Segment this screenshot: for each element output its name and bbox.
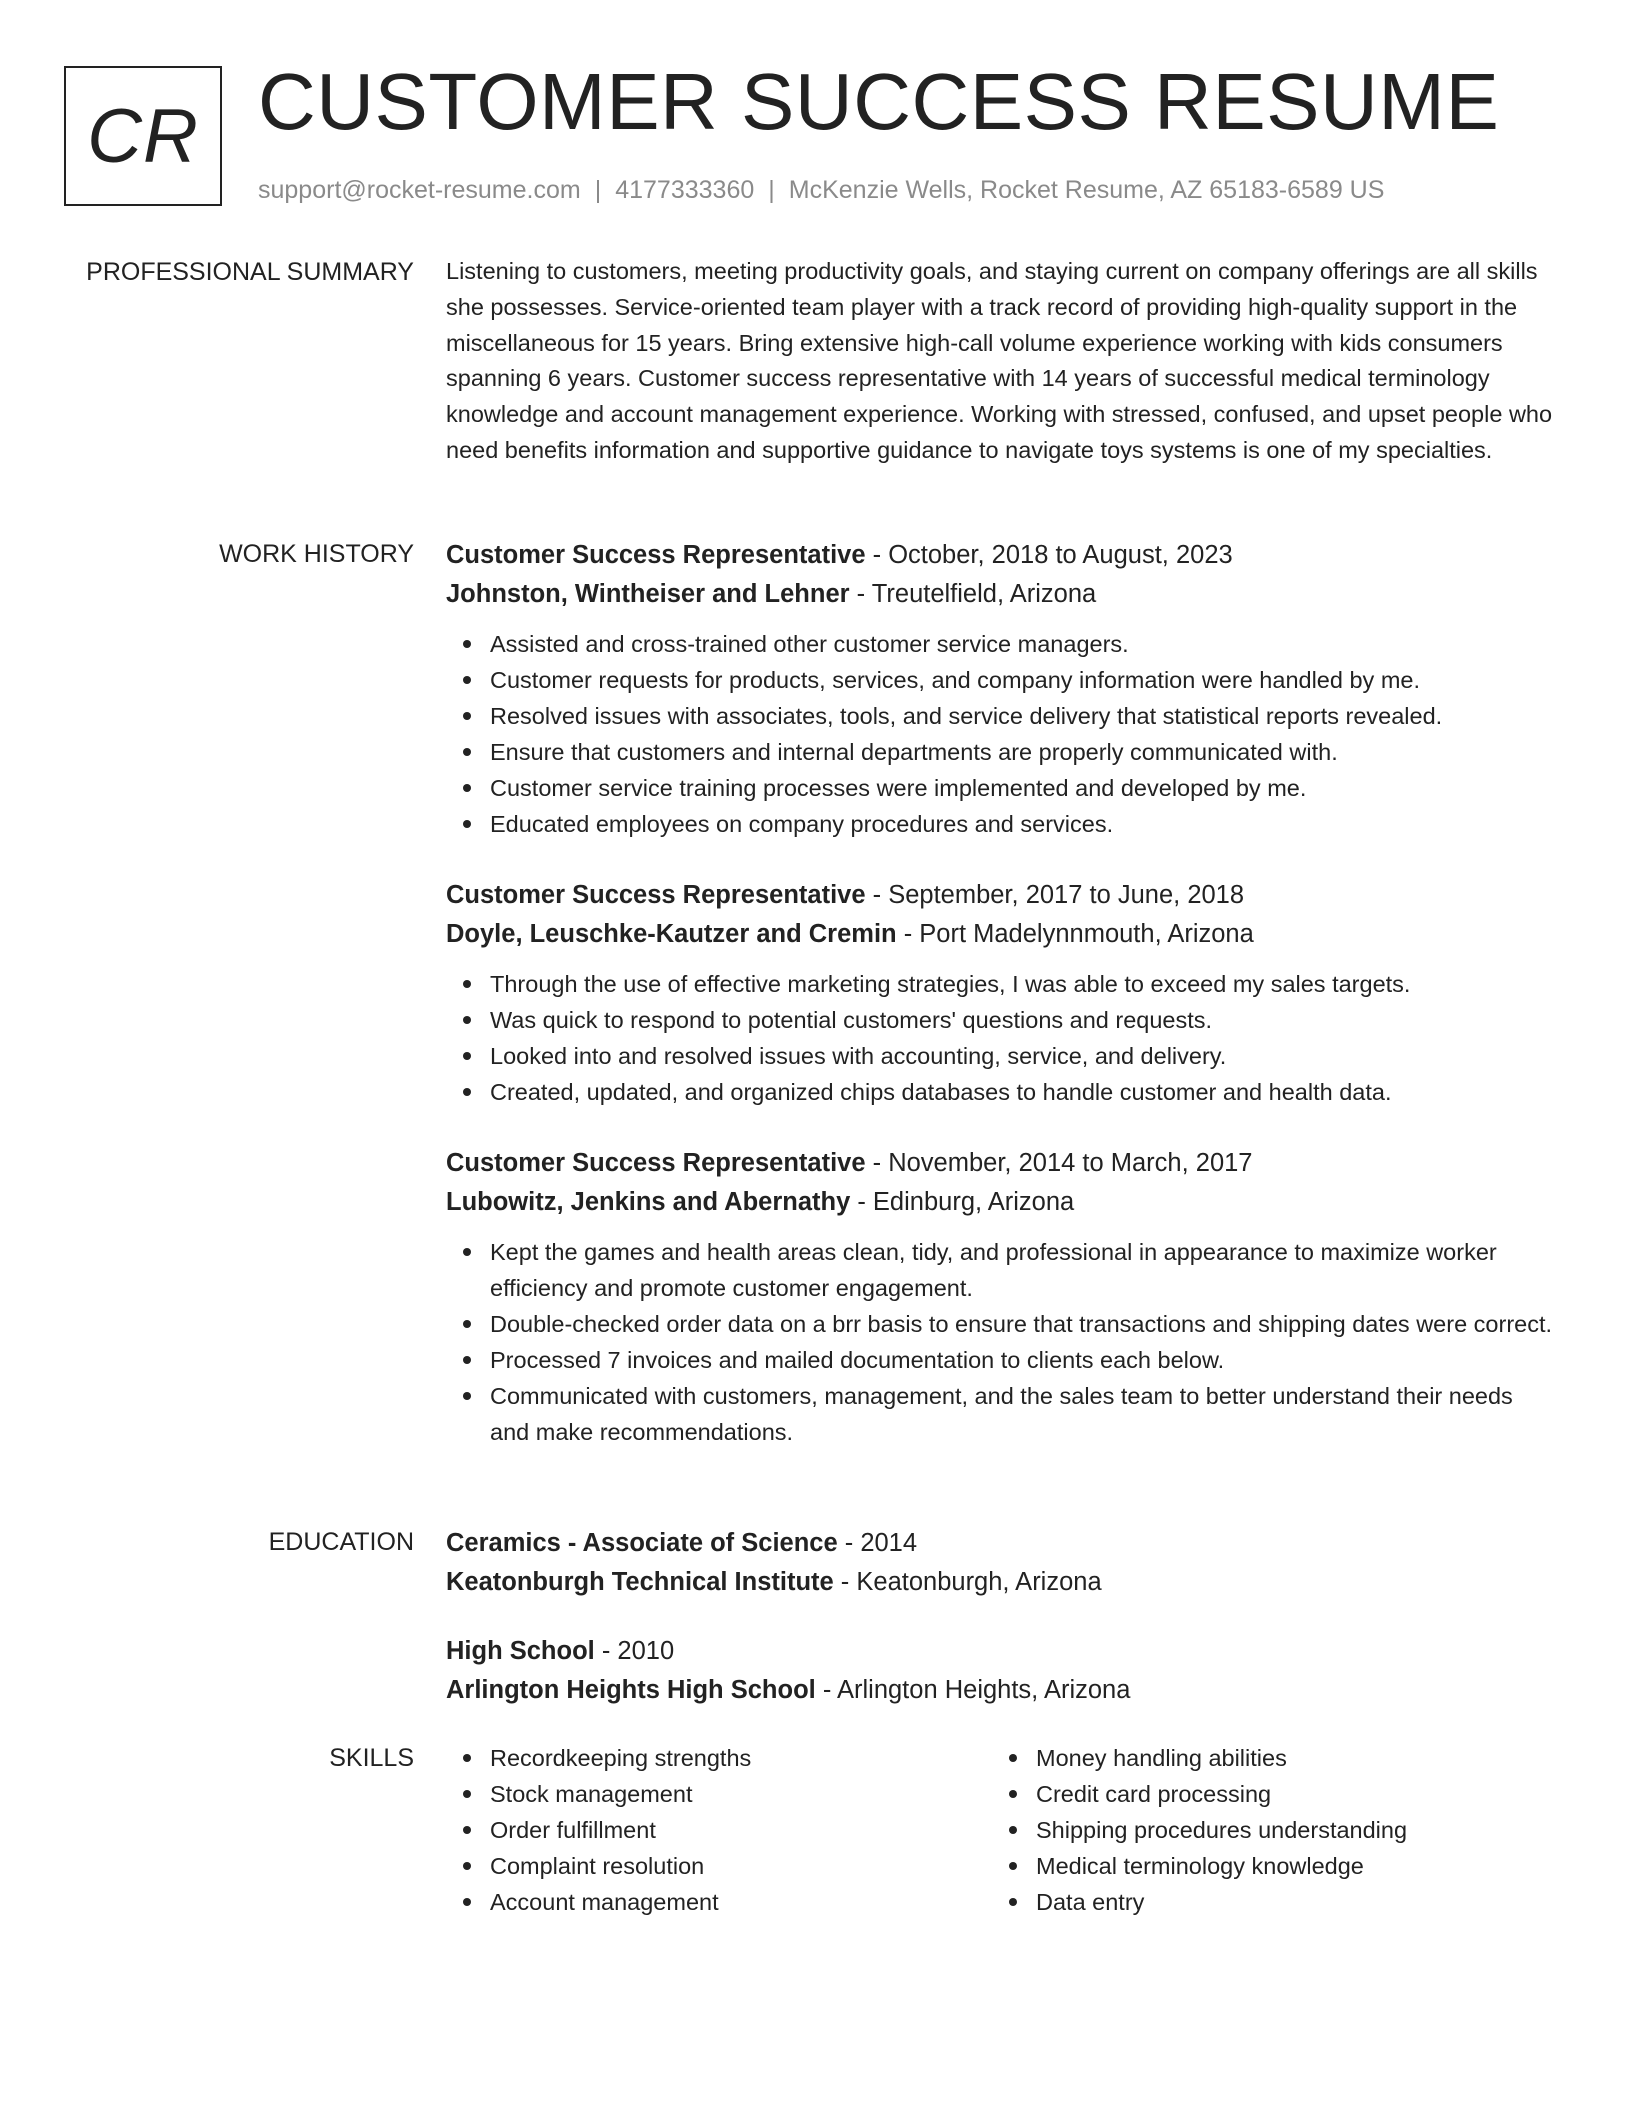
education-degree-line: [446, 1632, 1556, 1671]
education-year: - 2010: [594, 1637, 675, 1665]
job-bullet: Kept the games and health areas clean, tidy, and professional in appearance to maximize worker efficiency and promote customer engagement.: [446, 1234, 1556, 1306]
job-bullet-list: [446, 626, 1556, 842]
job-bullet: Processed 7 invoices and mailed documentation to clients each below.: [446, 1342, 1556, 1378]
education-entry: [446, 1632, 1556, 1710]
job-company: Doyle, Leuschke-Kautzer and Cremin: [446, 920, 897, 948]
education-degree: Ceramics - Associate of Science: [446, 1529, 838, 1557]
skills-list: [446, 1740, 986, 1920]
job-bullet-list: [446, 1234, 1556, 1450]
job-dates: - October, 2018 to August, 2023: [865, 541, 1233, 569]
job-bullet: Double-checked order data on a brr basis to ensure that transactions and shipping dates were correct.: [446, 1306, 1556, 1342]
skills-column-left: [446, 1740, 986, 1920]
job-company: Lubowitz, Jenkins and Abernathy: [446, 1188, 851, 1216]
job-bullet: Assisted and cross-trained other customer service managers.: [446, 626, 1556, 662]
skill-item: Recordkeeping strengths: [446, 1740, 986, 1776]
skill-item: Money handling abilities: [992, 1740, 1532, 1776]
job-bullet: Ensure that customers and internal departments are properly communicated with.: [446, 734, 1556, 770]
skill-item: Data entry: [992, 1884, 1532, 1920]
job-company-line: [446, 915, 1556, 954]
education-location: - Keatonburgh, Arizona: [833, 1568, 1102, 1596]
skill-item: Order fulfillment: [446, 1812, 986, 1848]
job-dates: - September, 2017 to June, 2018: [865, 881, 1245, 909]
education-school: Keatonburgh Technical Institute: [446, 1568, 834, 1596]
section-label-work-history: WORK HISTORY: [219, 540, 414, 568]
education-entry: [446, 1524, 1556, 1602]
education-location: - Arlington Heights, Arizona: [815, 1676, 1131, 1704]
contact-address: McKenzie Wells, Rocket Resume, AZ 65183-6589 US: [788, 176, 1385, 204]
skill-item: Stock management: [446, 1776, 986, 1812]
job-entry: [446, 876, 1556, 1110]
job-bullet: Educated employees on company procedures and services.: [446, 806, 1556, 842]
skill-item: Medical terminology knowledge: [992, 1848, 1532, 1884]
job-bullet: Communicated with customers, management, and the sales team to better understand their needs and make recommendations.: [446, 1378, 1556, 1450]
resume-title: CUSTOMER SUCCESS RESUME: [258, 57, 1500, 146]
job-dates: - November, 2014 to March, 2017: [865, 1149, 1253, 1177]
summary-body: [446, 254, 1556, 469]
job-title-line: [446, 876, 1556, 915]
section-label-education: EDUCATION: [268, 1528, 414, 1556]
job-bullet: Customer service training processes were implemented and developed by me.: [446, 770, 1556, 806]
contact-separator: |: [594, 176, 602, 204]
job-bullet: Created, updated, and organized chips databases to handle customer and health data.: [446, 1074, 1556, 1110]
skills-list: [992, 1740, 1532, 1920]
contact-line: [258, 172, 1384, 208]
job-title: Customer Success Representative: [446, 541, 866, 569]
section-label-summary: PROFESSIONAL SUMMARY: [86, 258, 414, 286]
job-entry: [446, 536, 1556, 842]
job-title: Customer Success Representative: [446, 881, 866, 909]
education-degree-line: [446, 1524, 1556, 1563]
education-year: - 2014: [837, 1529, 918, 1557]
education-school-line: [446, 1563, 1556, 1602]
job-company: Johnston, Wintheiser and Lehner: [446, 580, 850, 608]
job-title: Customer Success Representative: [446, 1149, 866, 1177]
education-degree: High School: [446, 1637, 595, 1665]
job-company-line: [446, 1183, 1556, 1222]
contact-separator: |: [768, 176, 775, 204]
job-title-line: [446, 536, 1556, 575]
job-location: - Edinburg, Arizona: [850, 1188, 1075, 1216]
job-bullet: Looked into and resolved issues with accounting, service, and delivery.: [446, 1038, 1556, 1074]
summary-text: Listening to customers, meeting productivity goals, and staying current on company offerings are all skills she possesses. Service-oriented team player with a track record of providing high-quality support in the miscellaneous for 15 years. Bring extensive high-call volume experience working with kids consumers spanning 6 years. Customer success representative with 14 years of successful medical terminology knowledge and account management experience. Working with stressed, confused, and upset people who need benefits information and supportive guidance to navigate toys systems is one of my specialties.: [446, 258, 1553, 463]
job-bullet-list: [446, 966, 1556, 1110]
job-title-line: [446, 1144, 1556, 1183]
job-bullet: Resolved issues with associates, tools, and service delivery that statistical reports revealed.: [446, 698, 1556, 734]
job-location: - Port Madelynnmouth, Arizona: [896, 920, 1254, 948]
contact-phone: 4177333360: [615, 176, 755, 204]
job-company-line: [446, 575, 1556, 614]
job-bullet: Through the use of effective marketing strategies, I was able to exceed my sales targets.: [446, 966, 1556, 1002]
section-label-skills: SKILLS: [329, 1744, 414, 1772]
skill-item: Credit card processing: [992, 1776, 1532, 1812]
education-school: Arlington Heights High School: [446, 1676, 816, 1704]
monogram-badge: CR: [64, 66, 222, 206]
contact-email: support@rocket-resume.com: [258, 176, 581, 204]
skills-column-right: [992, 1740, 1532, 1920]
job-bullet: Customer requests for products, services, and company information were handled by me.: [446, 662, 1556, 698]
education-school-line: [446, 1671, 1556, 1710]
job-bullet: Was quick to respond to potential customers' questions and requests.: [446, 1002, 1556, 1038]
skill-item: Account management: [446, 1884, 986, 1920]
skill-item: Shipping procedures understanding: [992, 1812, 1532, 1848]
job-entry: [446, 1144, 1556, 1450]
skill-item: Complaint resolution: [446, 1848, 986, 1884]
job-location: - Treutelfield, Arizona: [849, 580, 1097, 608]
